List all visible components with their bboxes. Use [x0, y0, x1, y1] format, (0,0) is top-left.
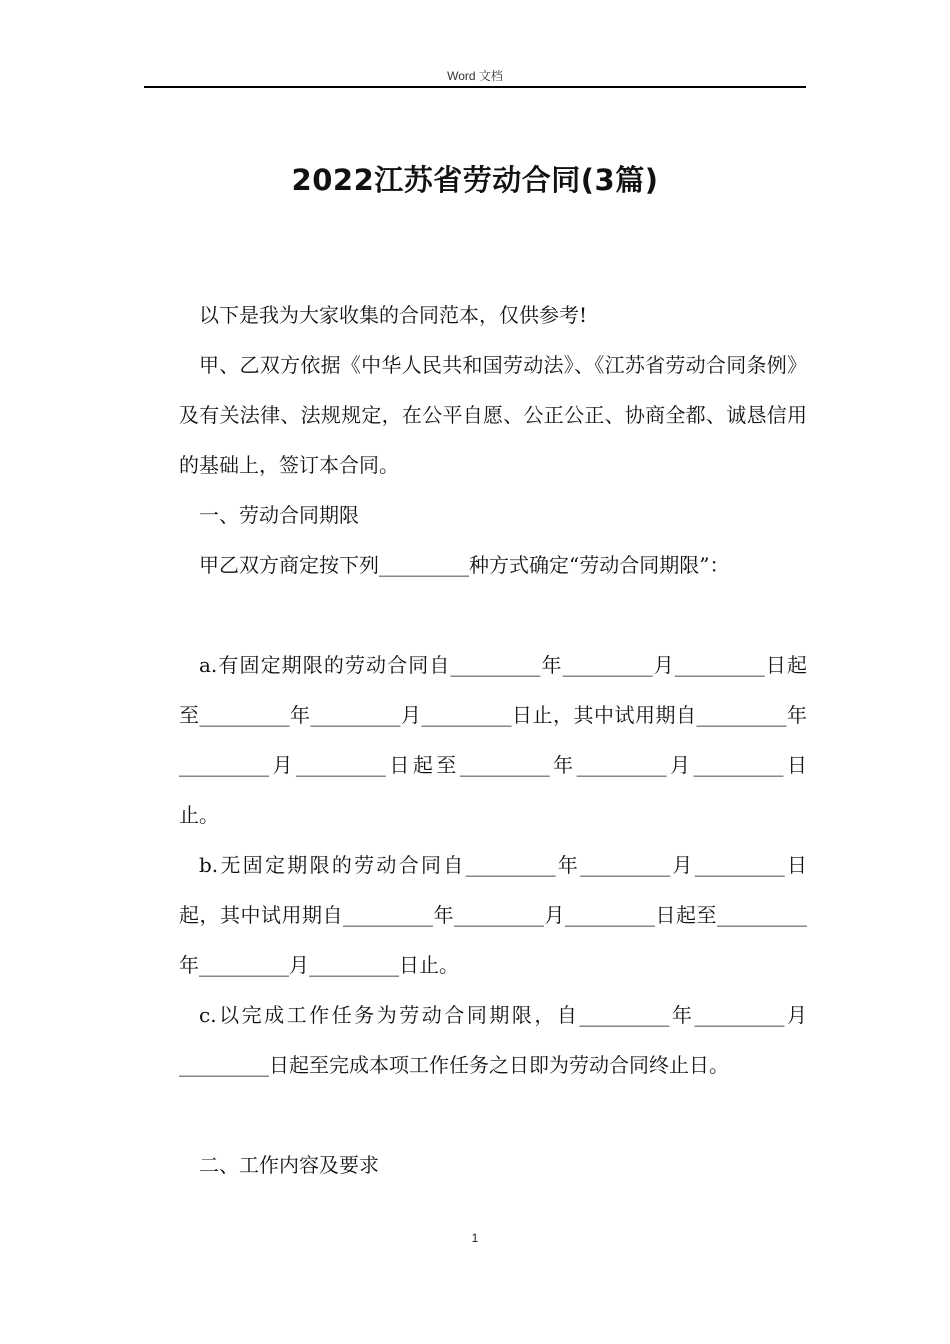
paragraph-term-method: 甲乙双方商定按下列_________种方式确定“劳动合同期限”： — [199, 553, 730, 577]
document-title: 2022江苏省劳动合同(3篇) — [291, 163, 659, 197]
paragraph-preamble: 甲、乙双方依据《中华人民共和国劳动法》、《江苏省劳动合同条例》及有关法律、法规规定，在公平自愿、公正公正、协商全都、诚恳信用的基础上，签订本合同。 — [179, 353, 807, 477]
section-heading-1: 一、劳动合同期限 — [199, 503, 359, 527]
paragraph-option-b: b.无固定期限的劳动合同自_________年_________月_________日起，其中试用期自_________年_________月_________日起至_________年_________月_________日止。 — [179, 853, 807, 977]
paragraph-intro: 以下是我为大家收集的合同范本，仅供参考! — [199, 303, 588, 327]
paragraph-option-c: c.以完成工作任务为劳动合同期限，自_________年_________月_________日起至完成本项工作任务之日即为劳动合同终止日。 — [179, 1003, 807, 1077]
document-body — [179, 290, 807, 1190]
header-divider — [144, 86, 806, 88]
section-heading-2: 二、工作内容及要求 — [199, 1153, 379, 1177]
paragraph-option-a: a.有固定期限的劳动合同自_________年_________月_________日起至_________年_________月_________日止，其中试用期自_________年_________月_________日起至_________年_________月_________日止。 — [179, 653, 807, 827]
page-number: 1 — [471, 1231, 479, 1245]
page-header: Word 文档 — [447, 69, 503, 83]
